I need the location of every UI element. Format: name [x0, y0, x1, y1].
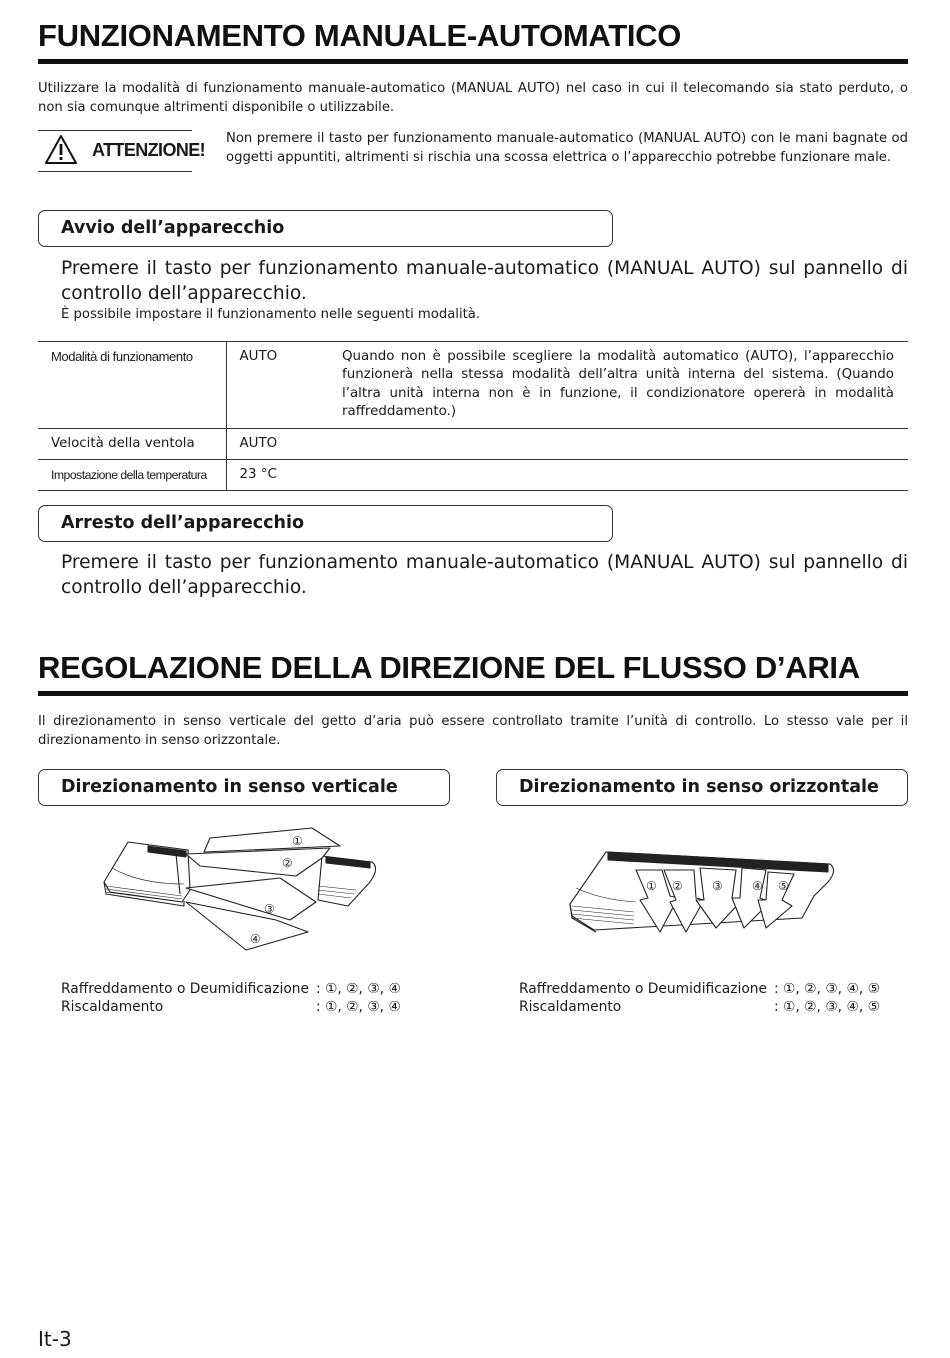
position-label-3: ③	[264, 902, 275, 916]
section-title-manual-auto: FUNZIONAMENTO MANUALE-AUTOMATICO	[38, 18, 682, 53]
position-label-2: ②	[282, 856, 293, 870]
table-cell-value: AUTO	[226, 428, 329, 459]
title-rule	[38, 691, 908, 696]
horizontal-airflow-diagram	[566, 848, 850, 940]
position-label-1: ①	[646, 879, 657, 893]
stop-heading-box	[38, 505, 613, 542]
table-cell-desc	[329, 428, 908, 459]
start-note: È possibile impostare il funzionamento nelle seguenti modalità.	[61, 307, 481, 322]
horizontal-legend	[519, 980, 908, 1020]
warning-text: Non premere il tasto per funzionamento manuale-automatico (MANUAL AUTO) con le mani bagnate od oggetti appuntiti, altrimenti si rischia una scossa elettrica o l’apparecchio potrebbe funzionare male.	[226, 131, 908, 165]
table-cell-value: 23 °C	[226, 460, 329, 491]
legend-cooling-label: Raffreddamento o Deumidificazione	[519, 981, 768, 997]
legend-heating-label: Riscaldamento	[519, 999, 622, 1015]
start-instruction: Premere il tasto per funzionamento manuale-automatico (MANUAL AUTO) sul pannello di controllo dell’apparecchio.	[61, 258, 908, 304]
airflow-intro: Il direzionamento in senso verticale del getto d’aria può essere controllato tramite l’unità di controllo. Lo stesso vale per il direzionamento in senso orizzontale.	[38, 714, 908, 748]
vertical-airflow-diagram	[100, 824, 390, 954]
section-title-airflow: REGOLAZIONE DELLA DIREZIONE DEL FLUSSO D’ARIA	[38, 650, 860, 685]
table-cell-value: AUTO	[226, 342, 329, 429]
warning-triangle-icon	[44, 134, 78, 165]
manual-auto-intro: Utilizzare la modalità di funzionamento manuale-automatico (MANUAL AUTO) nel caso in cui il telecomando sia stato perduto, o non sia comunque altrimenti disponibile o utilizzabile.	[38, 81, 908, 115]
table-row	[38, 460, 908, 491]
position-label-1: ①	[292, 834, 303, 848]
legend-heating-value: : ①, ②, ③, ④	[316, 999, 401, 1015]
table-cell-desc: Quando non è possibile scegliere la modalità automatico (AUTO), l’apparecchio funzionerà nella stessa modalità dell’altra unità interna del sistema. (Quando l’altra unità interna non è in funzione, il condizionatore opererà in modalità raffreddamento.)	[329, 342, 908, 429]
position-label-4: ④	[752, 879, 763, 893]
vertical-heading-box	[38, 769, 450, 806]
horizontal-heading-box	[496, 769, 908, 806]
position-label-5: ⑤	[778, 879, 789, 893]
warning-label: ATTENZIONE!	[92, 140, 206, 160]
legend-heating-label: Riscaldamento	[61, 999, 164, 1015]
legend-heating-value: : ①, ②, ③, ④, ⑤	[774, 999, 880, 1015]
legend-cooling-value: : ①, ②, ③, ④	[316, 981, 401, 997]
warning-label-box	[38, 130, 206, 172]
vertical-legend	[61, 980, 441, 1020]
table-cell-label: Modalità di funzionamento	[38, 342, 226, 429]
table-cell-label: Velocità della ventola	[38, 428, 226, 459]
start-heading-box	[38, 210, 613, 247]
position-label-3: ③	[712, 879, 723, 893]
horizontal-heading: Direzionamento in senso orizzontale	[519, 777, 879, 797]
position-label-4: ④	[250, 932, 261, 946]
position-label-2: ②	[672, 879, 683, 893]
mode-table	[38, 341, 908, 491]
stop-heading: Arresto dell’apparecchio	[61, 513, 305, 533]
legend-cooling-label: Raffreddamento o Deumidificazione	[61, 981, 310, 997]
legend-cooling-value: : ①, ②, ③, ④, ⑤	[774, 981, 880, 997]
table-cell-label: Impostazione della temperatura	[38, 460, 226, 491]
stop-instruction: Premere il tasto per funzionamento manuale-automatico (MANUAL AUTO) sul pannello di controllo dell’apparecchio.	[61, 552, 908, 598]
table-cell-desc	[329, 460, 908, 491]
vertical-heading: Direzionamento in senso verticale	[61, 777, 398, 797]
title-rule	[38, 59, 908, 64]
table-row	[38, 428, 908, 459]
start-heading: Avvio dell’apparecchio	[61, 218, 285, 238]
table-row	[38, 342, 908, 429]
page-number: It-3	[38, 1327, 72, 1351]
